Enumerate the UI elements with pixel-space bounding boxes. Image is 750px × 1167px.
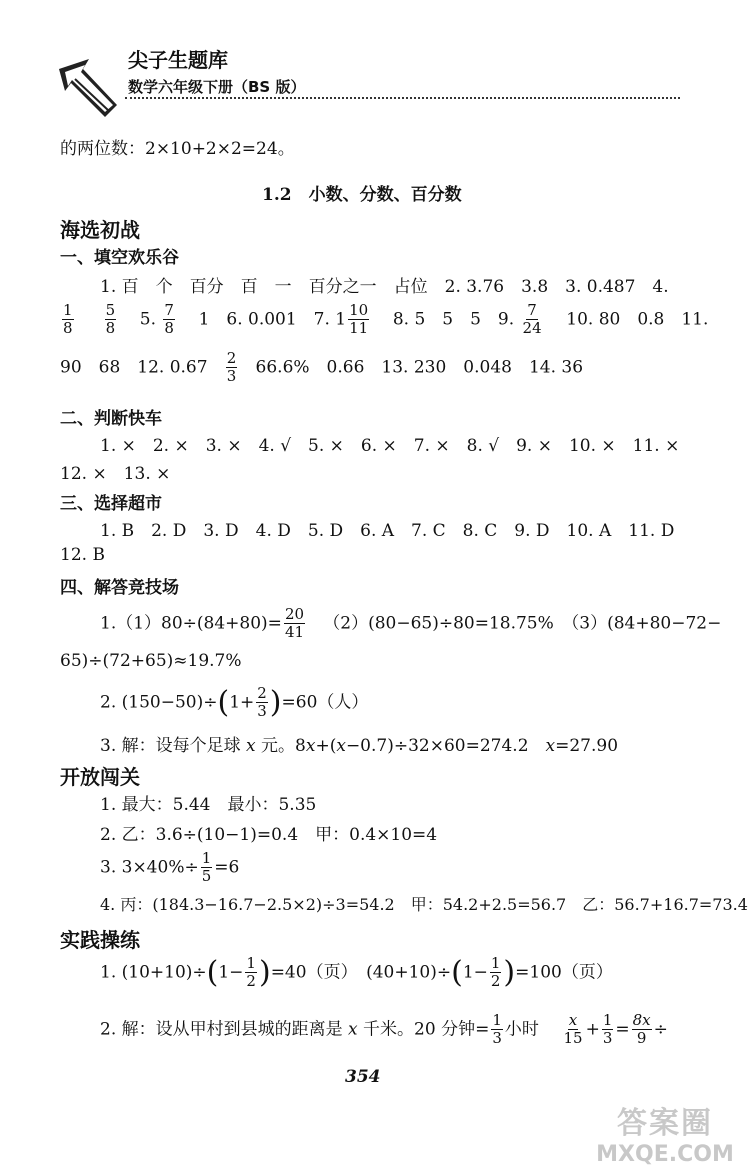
fill-line-1: 1. 百 个 百分 百 一 百分之一 占位 2. 3.76 3.8 3. 0.487 4.	[100, 277, 669, 297]
practice-q2: 2. 解：设从甲村到县城的距离是 x 千米。20 分钟= $\frac{1}{3}$ 小时 $\frac{x}{15}$ + $\frac{1}{3}$ = $\frac{8x}{9}$ ÷	[100, 1011, 668, 1048]
fraction-5-8: $\frac{5}{8}$	[105, 301, 116, 338]
continuation-line: 的两位数：2×10+2×2=24。	[60, 139, 295, 159]
practice-q1: 1. (10+10)÷(1− $\frac{1}{2}$ )=40（页） (40+10)÷(1− $\frac{1}{2}$ )=100（页）	[100, 954, 613, 991]
subheading-true-false: 二、判断快车	[60, 409, 162, 429]
tf-line-1: 1. × 2. × 3. × 4. √ 5. × 6. × 7. × 8. √ 9. × 10. × 11. ×	[100, 436, 680, 456]
fraction-10-11: $\frac{10}{11}$	[349, 301, 369, 338]
fraction-1-5: $\frac{1}{5}$	[201, 849, 212, 886]
heading-kaifang: 开放闯关	[60, 765, 140, 789]
solve-q2: 2. (150−50)÷(1+ $\frac{2}{3}$ )=60（人）	[100, 684, 369, 721]
fill-line-2: $\frac{1}{8}$ $\frac{5}{8}$ 5. $\frac{7}{8}$ 1 6. 0.001 7. 1 $\frac{10}{11}$ 8. 5 5 5 9. $\frac{7}{24}$ 10. 80 0.8 11.	[63, 301, 709, 338]
mc-line-1: 1. B 2. D 3. D 4. D 5. D 6. A 7. C 8. C 9. D 10. A 11. D	[100, 521, 675, 541]
fraction-8x-9: $\frac{8x}{9}$	[632, 1011, 651, 1048]
fraction-1-2-a: $\frac{1}{2}$	[246, 954, 256, 991]
fraction-1-3-a: $\frac{1}{3}$	[492, 1011, 502, 1048]
watermark	[590, 1098, 740, 1167]
section-title: 1.2 小数、分数、百分数	[262, 185, 462, 205]
solve-q3: 3. 解：设每个足球 x 元。8x+(x−0.7)÷32×60=274.2 x=27.90	[100, 736, 619, 756]
solve-q1-line-2: 65)÷(72+65)≈19.7%	[60, 651, 242, 671]
header-dotted-rule	[125, 97, 680, 99]
heading-shijian: 实践操练	[60, 928, 140, 952]
open-q4: 4. 丙：(184.3−16.7−2.5×2)÷3=54.2 甲：54.2+2.5=56.7 乙：56.7+16.7=73.4	[100, 895, 748, 914]
header-arrow-icon	[55, 55, 125, 125]
heading-haixuan: 海选初战	[60, 218, 140, 242]
solve-q1-line-1: 1.（1）80÷(84+80)= $\frac{20}{41}$ （2）(80−65)÷80=18.75% （3）(84+80−72−	[100, 605, 722, 642]
fill-line-3: 90 68 12. 0.67 $\frac{2}{3}$ 66.6% 0.66 13. 230 0.048 14. 36	[60, 349, 584, 386]
subheading-solve: 四、解答竞技场	[60, 578, 179, 598]
open-q1: 1. 最大：5.44 最小：5.35	[100, 795, 317, 815]
page-number: 354	[345, 1067, 381, 1087]
open-q3: 3. 3×40%÷ $\frac{1}{5}$ =6	[100, 849, 240, 886]
book-subtitle: 数学六年级下册（BS 版）	[128, 78, 306, 96]
fraction-2-3-q2: $\frac{2}{3}$	[257, 684, 267, 721]
watermark-logo: 答案圈	[617, 1106, 713, 1141]
watermark-url: MXQE.COM	[596, 1142, 734, 1167]
tf-line-2: 12. × 13. ×	[60, 464, 171, 484]
fraction-1-3-b: $\frac{1}{3}$	[602, 1011, 613, 1048]
open-q2: 2. 乙：3.6÷(10−1)=0.4 甲：0.4×10=4	[100, 825, 438, 845]
fraction-1-8: $\frac{1}{8}$	[63, 301, 73, 338]
fraction-1-2-b: $\frac{1}{2}$	[490, 954, 501, 991]
fraction-2-3: $\frac{2}{3}$	[226, 349, 237, 386]
book-title: 尖子生题库	[128, 48, 228, 72]
fraction-7-24: $\frac{7}{24}$	[522, 301, 542, 338]
subheading-multiple-choice: 三、选择超市	[60, 494, 162, 514]
fraction-20-41: $\frac{20}{41}$	[284, 605, 305, 642]
fraction-x-15: $\frac{x}{15}$	[563, 1011, 583, 1048]
fraction-7-8: $\frac{7}{8}$	[164, 301, 174, 338]
subheading-fill-blank: 一、填空欢乐谷	[60, 248, 179, 268]
mc-line-2: 12. B	[60, 545, 105, 565]
